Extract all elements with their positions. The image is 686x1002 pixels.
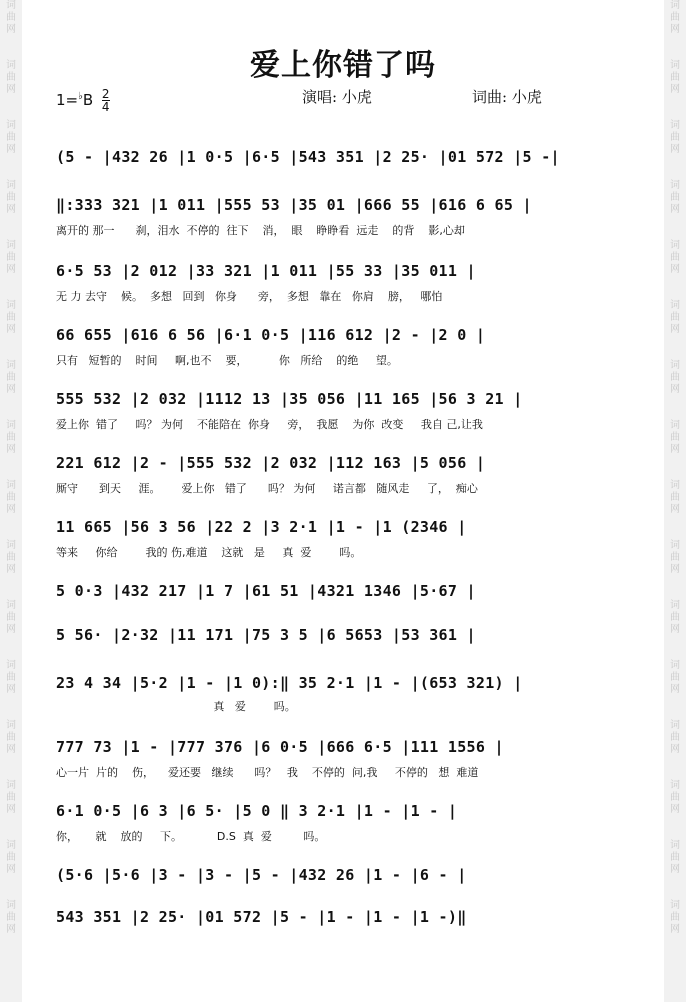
notation-line: 23 4 34 |5·2 |1 - |1 0):‖ 35 2·1 |1 - |(653 321) | <box>56 674 523 692</box>
time-bottom: 4 <box>101 100 110 114</box>
lyric-line <box>56 934 631 950</box>
watermark-left: 词 曲 网 词 曲 网 词 曲 网 词 曲 网 词 曲 网 词 曲 网 词 曲 网 词 曲 网 词 曲 网 词 曲 网 词 曲 网 词 曲 网 词 曲 网 词 曲 网 词 曲 网 词 曲 网 <box>0 0 22 1002</box>
lyric-line: 只有 短暂的 时间 啊,也不 要， 你 所给 的绝 望。 <box>56 354 398 367</box>
key-signature <box>56 88 110 113</box>
notation-line: 6·5 53 |2 012 |33 321 |1 011 |55 33 |35 011 | <box>56 262 476 280</box>
flat-sign: ♭ <box>78 91 83 102</box>
notation-line: 777 73 |1 - |777 376 |6 0·5 |666 6·5 |111 1556 | <box>56 738 504 756</box>
song-title: 爱上你错了吗 <box>250 48 436 83</box>
lyric-line <box>56 892 631 908</box>
time-top: 2 <box>101 87 110 101</box>
lyric-line: 爱上你 错了 吗？ 为何 不能陪在 你身 旁， 我愿 为你 改变 我自 己,让我 <box>56 418 483 431</box>
lyric-line: 心一片 片的 伤， 爱还要 继续 吗？ 我 不停的 问,我 不停的 想 难道 <box>56 766 479 779</box>
notation-line: 6·1 0·5 |6 3 |6 5· |5 0 ‖ 3 2·1 |1 - |1 - | <box>56 802 458 820</box>
notation-line: 221 612 |2 - |555 532 |2 032 |112 163 |5 056 | <box>56 454 486 472</box>
lyric-line: 你， 就 放的 下。 D.S 真 爱 吗。 <box>56 830 326 843</box>
lyric-line: 等来 你给 我的 伤,难道 这就 是 真 爱 吗。 <box>56 546 362 559</box>
lyric-line: 无 力 去守 候。 多想 回到 你身 旁， 多想 靠在 你肩 膀， 哪怕 <box>56 290 443 303</box>
lyric-line <box>56 652 631 668</box>
notation-line: 11 665 |56 3 56 |22 2 |3 2·1 |1 - |1 (2346 | <box>56 518 467 536</box>
lyric-line: 真 爱 吗。 <box>56 700 296 713</box>
notation-line: (5·6 |5·6 |3 - |3 - |5 - |432 26 |1 - |6 - | <box>56 866 467 884</box>
lyric-line: 离开的 那一 刹，泪水 不停的 往下 消， 眼 睁睁看 远走 的背 影,心却 <box>56 224 465 237</box>
composer-credit: 词曲: 小虎 <box>472 88 542 106</box>
lyric-line: 厮守 到天 涯。 爱上你 错了 吗？ 为何 诺言都 随风走 了， 痴心 <box>56 482 478 495</box>
notation-line: 66 655 |616 6 56 |6·1 0·5 |116 612 |2 - |2 0 | <box>56 326 486 344</box>
watermark-right: 词 曲 网 词 曲 网 词 曲 网 词 曲 网 词 曲 网 词 曲 网 词 曲 网 词 曲 网 词 曲 网 词 曲 网 词 曲 网 词 曲 网 词 曲 网 词 曲 网 词 曲 网 词 曲 网 <box>664 0 686 1002</box>
notation-line: 543 351 |2 25· |01 572 |5 - |1 - |1 - |1 -)‖ <box>56 908 467 926</box>
notation-line: ‖:333 321 |1 011 |555 53 |35 01 |666 55 |616 6 65 | <box>56 196 532 214</box>
notation-line: 5 0·3 |432 217 |1 7 |61 51 |4321 1346 |5·67 | <box>56 582 476 600</box>
notation-line: (5 - |432 26 |1 0·5 |6·5 |543 351 |2 25· |01 572 |5 -| <box>56 148 560 166</box>
notation-line: 5 56· |2·32 |11 171 |75 3 5 |6 5653 |53 361 | <box>56 626 476 644</box>
singer-credit: 演唱: 小虎 <box>302 88 372 106</box>
time-signature <box>102 88 110 113</box>
notation-line: 555 532 |2 032 |1112 13 |35 056 |11 165 |56 3 21 | <box>56 390 523 408</box>
key-note: B <box>82 91 94 109</box>
lyric-line <box>56 180 631 196</box>
key-prefix: 1= <box>56 91 79 109</box>
lyric-line <box>56 608 631 624</box>
